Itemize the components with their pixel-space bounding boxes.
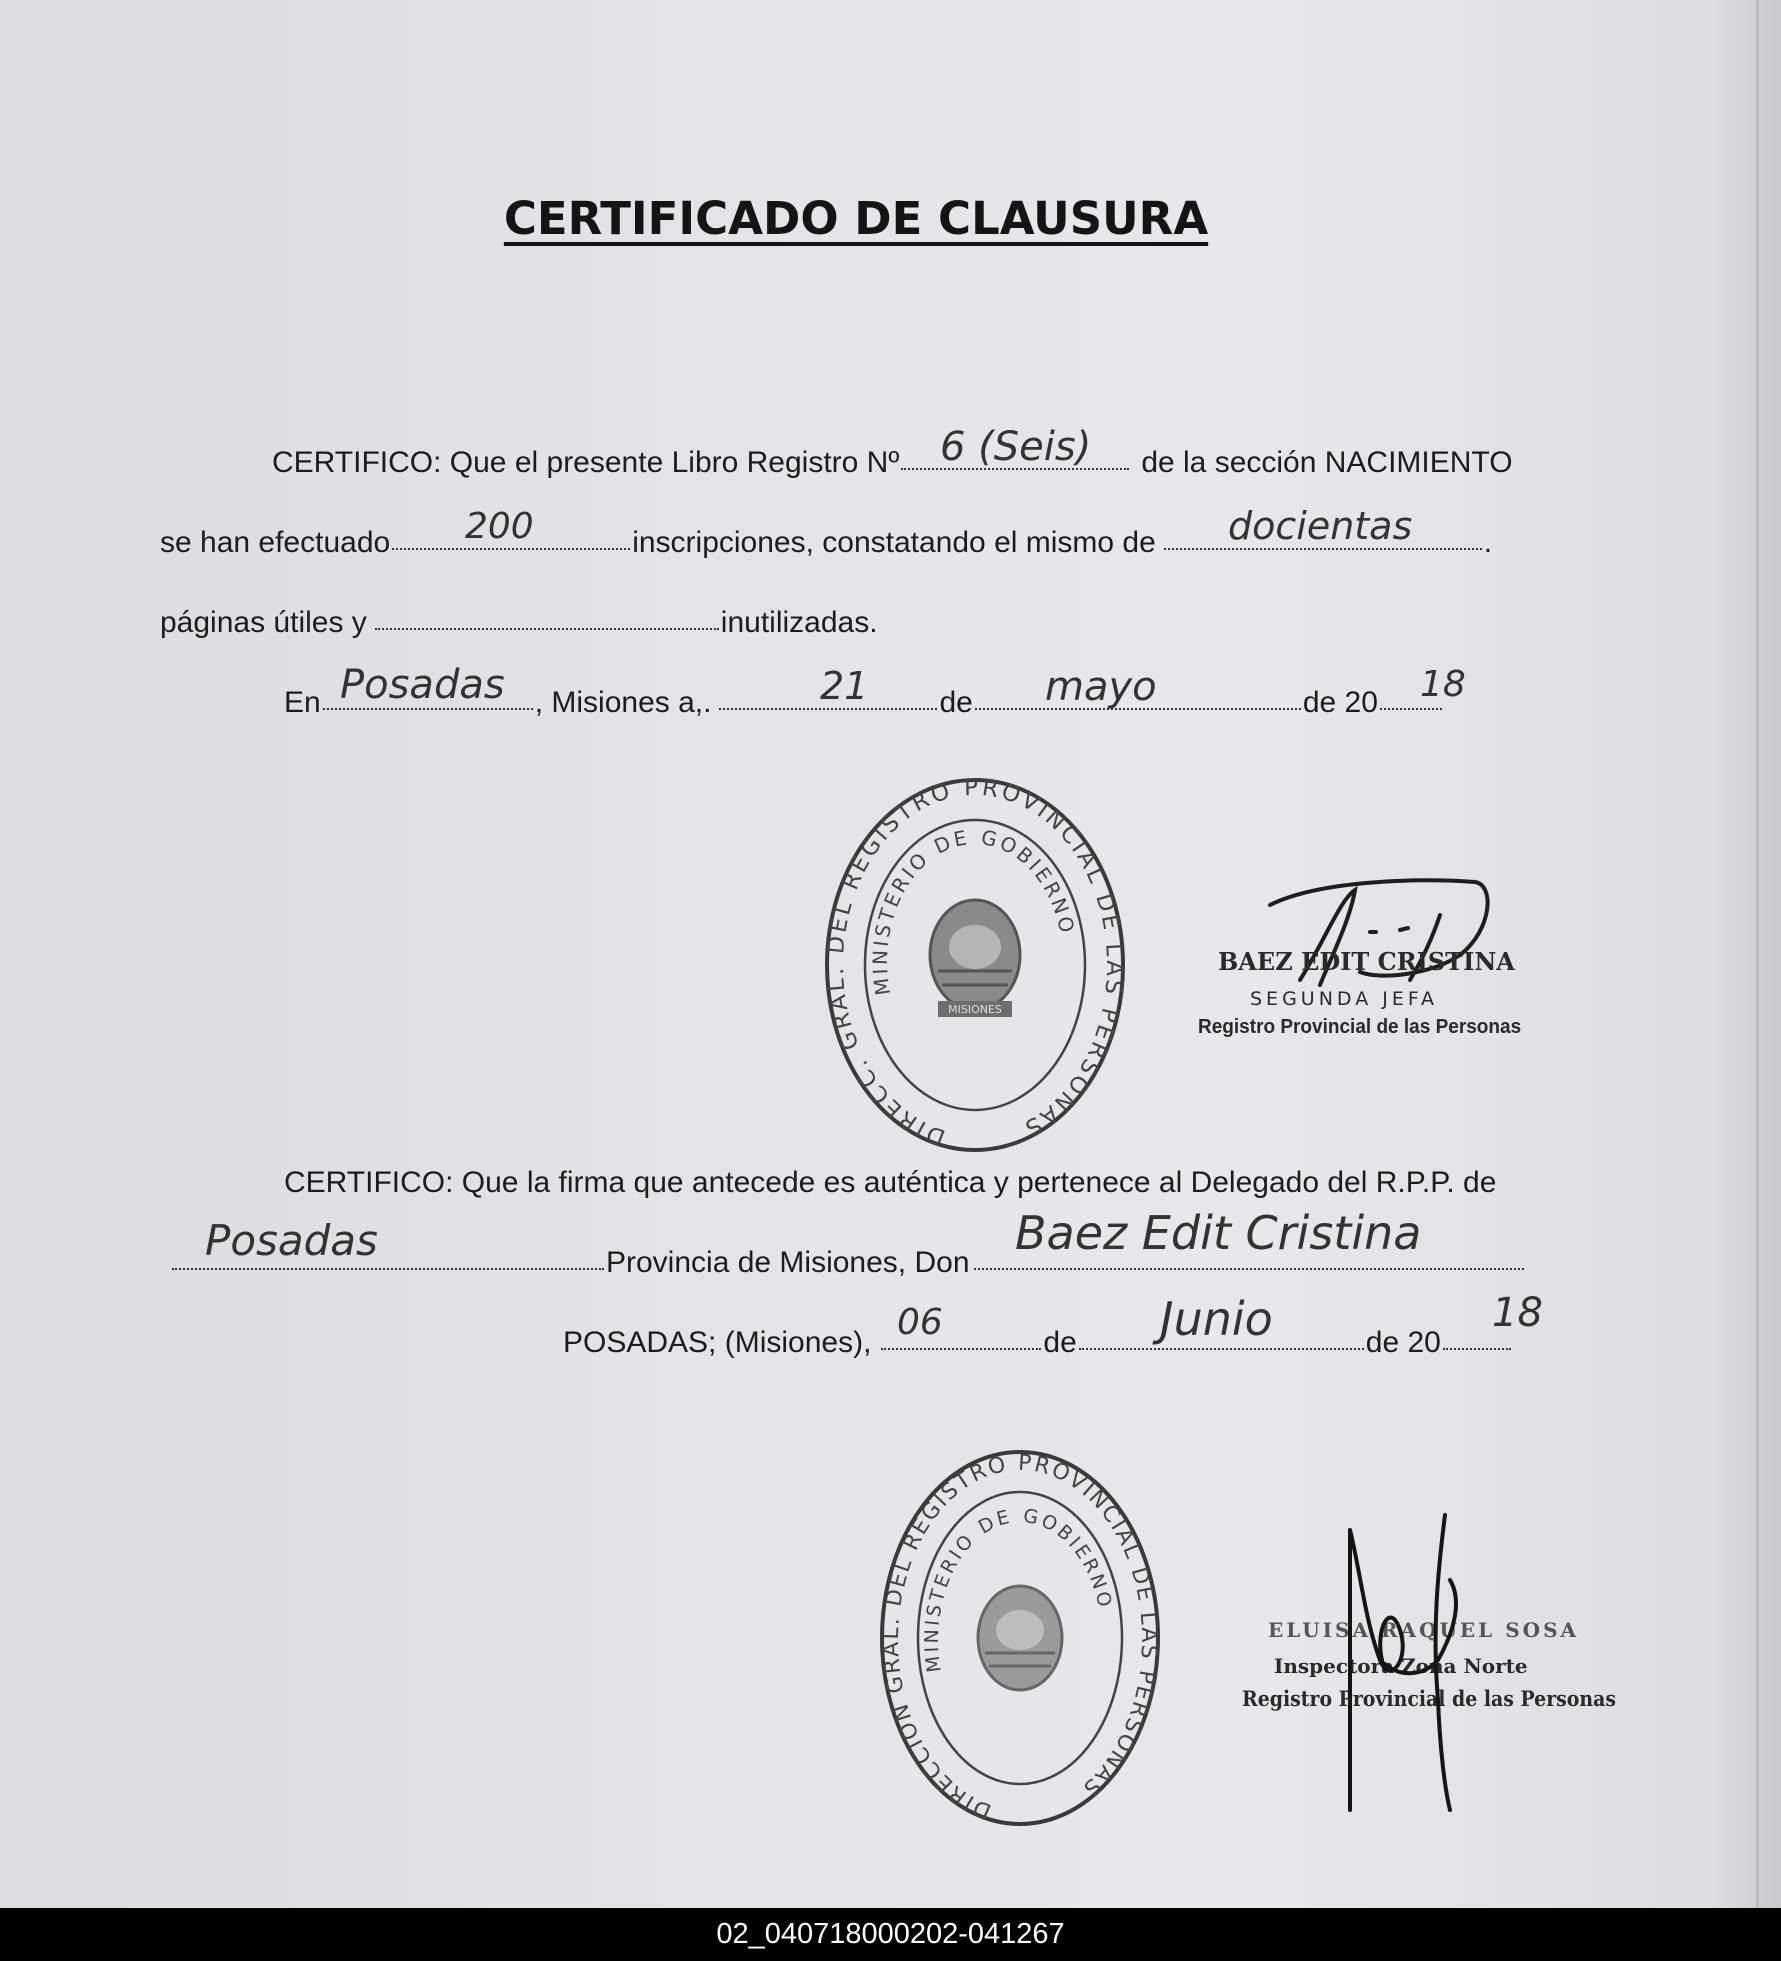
certifico-firma-line-3: POSADAS; (Misiones), de de 20: [563, 1326, 1513, 1360]
signature1-name: BAEZ EDIT CRISTINA: [1218, 947, 1515, 976]
inutilizadas-field: [375, 627, 719, 630]
handwritten-delegado-lugar: Posadas: [205, 1216, 378, 1265]
delegado-lugar-field: [172, 1267, 604, 1270]
certifico-line-3: páginas útiles y inutilizadas.: [160, 606, 878, 639]
inscripciones-field: [392, 547, 630, 550]
handwritten-signature-1: [1230, 860, 1520, 1000]
document-id-footer: 02_040718000202-041267: [0, 1908, 1781, 1961]
certifico-line-4: En , Misiones a,. de de 20: [284, 686, 1444, 720]
signature2-office: Registro Provincial de las Personas: [1242, 1686, 1617, 1711]
handwritten-inscripciones: 200: [465, 506, 534, 547]
emblem-label: MISIONES: [948, 1003, 1002, 1016]
official-seal-stamp-2: [875, 1448, 1165, 1828]
page-title: CERTIFICADO DE CLAUSURA: [503, 192, 1209, 245]
handwritten-firma-mes: Junio: [1160, 1292, 1273, 1346]
handwritten-mes: mayo: [1045, 664, 1157, 710]
official-seal-stamp-1: [820, 775, 1130, 1155]
firma-anio-field: [1443, 1347, 1511, 1350]
anio-field: [1380, 707, 1442, 710]
firma-dia-field: [881, 1347, 1041, 1350]
stamp1-inner-text: MINISTERIO DE GOBIERNO: [867, 824, 1080, 997]
handwritten-anio: 18: [1420, 664, 1466, 705]
signature1-role: SEGUNDA JEFA: [1250, 988, 1439, 1010]
coat-of-arms-emblem: [930, 900, 1020, 1017]
handwritten-lugar: Posadas: [340, 662, 505, 708]
handwritten-paginas: docientas: [1228, 504, 1413, 548]
certifico-line-2: se han efectuado inscripciones, constatando el mismo de .: [160, 526, 1493, 559]
certifico-line-1: CERTIFICO: Que el presente Libro Registro Nº de la sección NACIMIENTO: [272, 446, 1513, 479]
handwritten-firma-anio: 18: [1492, 1290, 1543, 1336]
page-edge: [1756, 0, 1759, 1908]
stamp2-inner-text: MINISTERIO DE GOBIERNO: [920, 1504, 1117, 1674]
handwritten-signature-2: [1320, 1510, 1480, 1820]
handwritten-firma-dia: 06: [897, 1302, 943, 1343]
signature2-name: ELUISA RAQUEL SOSA: [1268, 1618, 1580, 1642]
signature2-role: Inspectora Zona Norte: [1274, 1654, 1528, 1678]
signature1-office: Registro Provincial de las Personas: [1198, 1016, 1522, 1038]
stamp2-outer-text: DIRECCION GRAL. DEL REGISTRO PROVINCIAL DE LAS PERSONAS: [878, 1450, 1162, 1824]
delegado-nombre-field: [974, 1267, 1524, 1270]
firma-mes-field: [1079, 1347, 1364, 1350]
handwritten-dia: 21: [820, 664, 869, 708]
coat-of-arms-emblem-2: [978, 1586, 1062, 1690]
handwritten-delegado-nombre: Baez Edit Cristina: [1015, 1206, 1422, 1260]
handwritten-libro-numero: 6 (Seis): [940, 424, 1092, 470]
certifico-firma-line-2: Provincia de Misiones, Don: [170, 1246, 1526, 1280]
certifico-firma-line-1: CERTIFICO: Que la firma que antecede es auténtica y pertenece al Delegado del R.P.P. de: [284, 1166, 1497, 1199]
stamp1-outer-text: DIRECC. GRAL. DEL REGISTRO PROVINCIAL DE LAS PERSONAS: [822, 775, 1128, 1151]
